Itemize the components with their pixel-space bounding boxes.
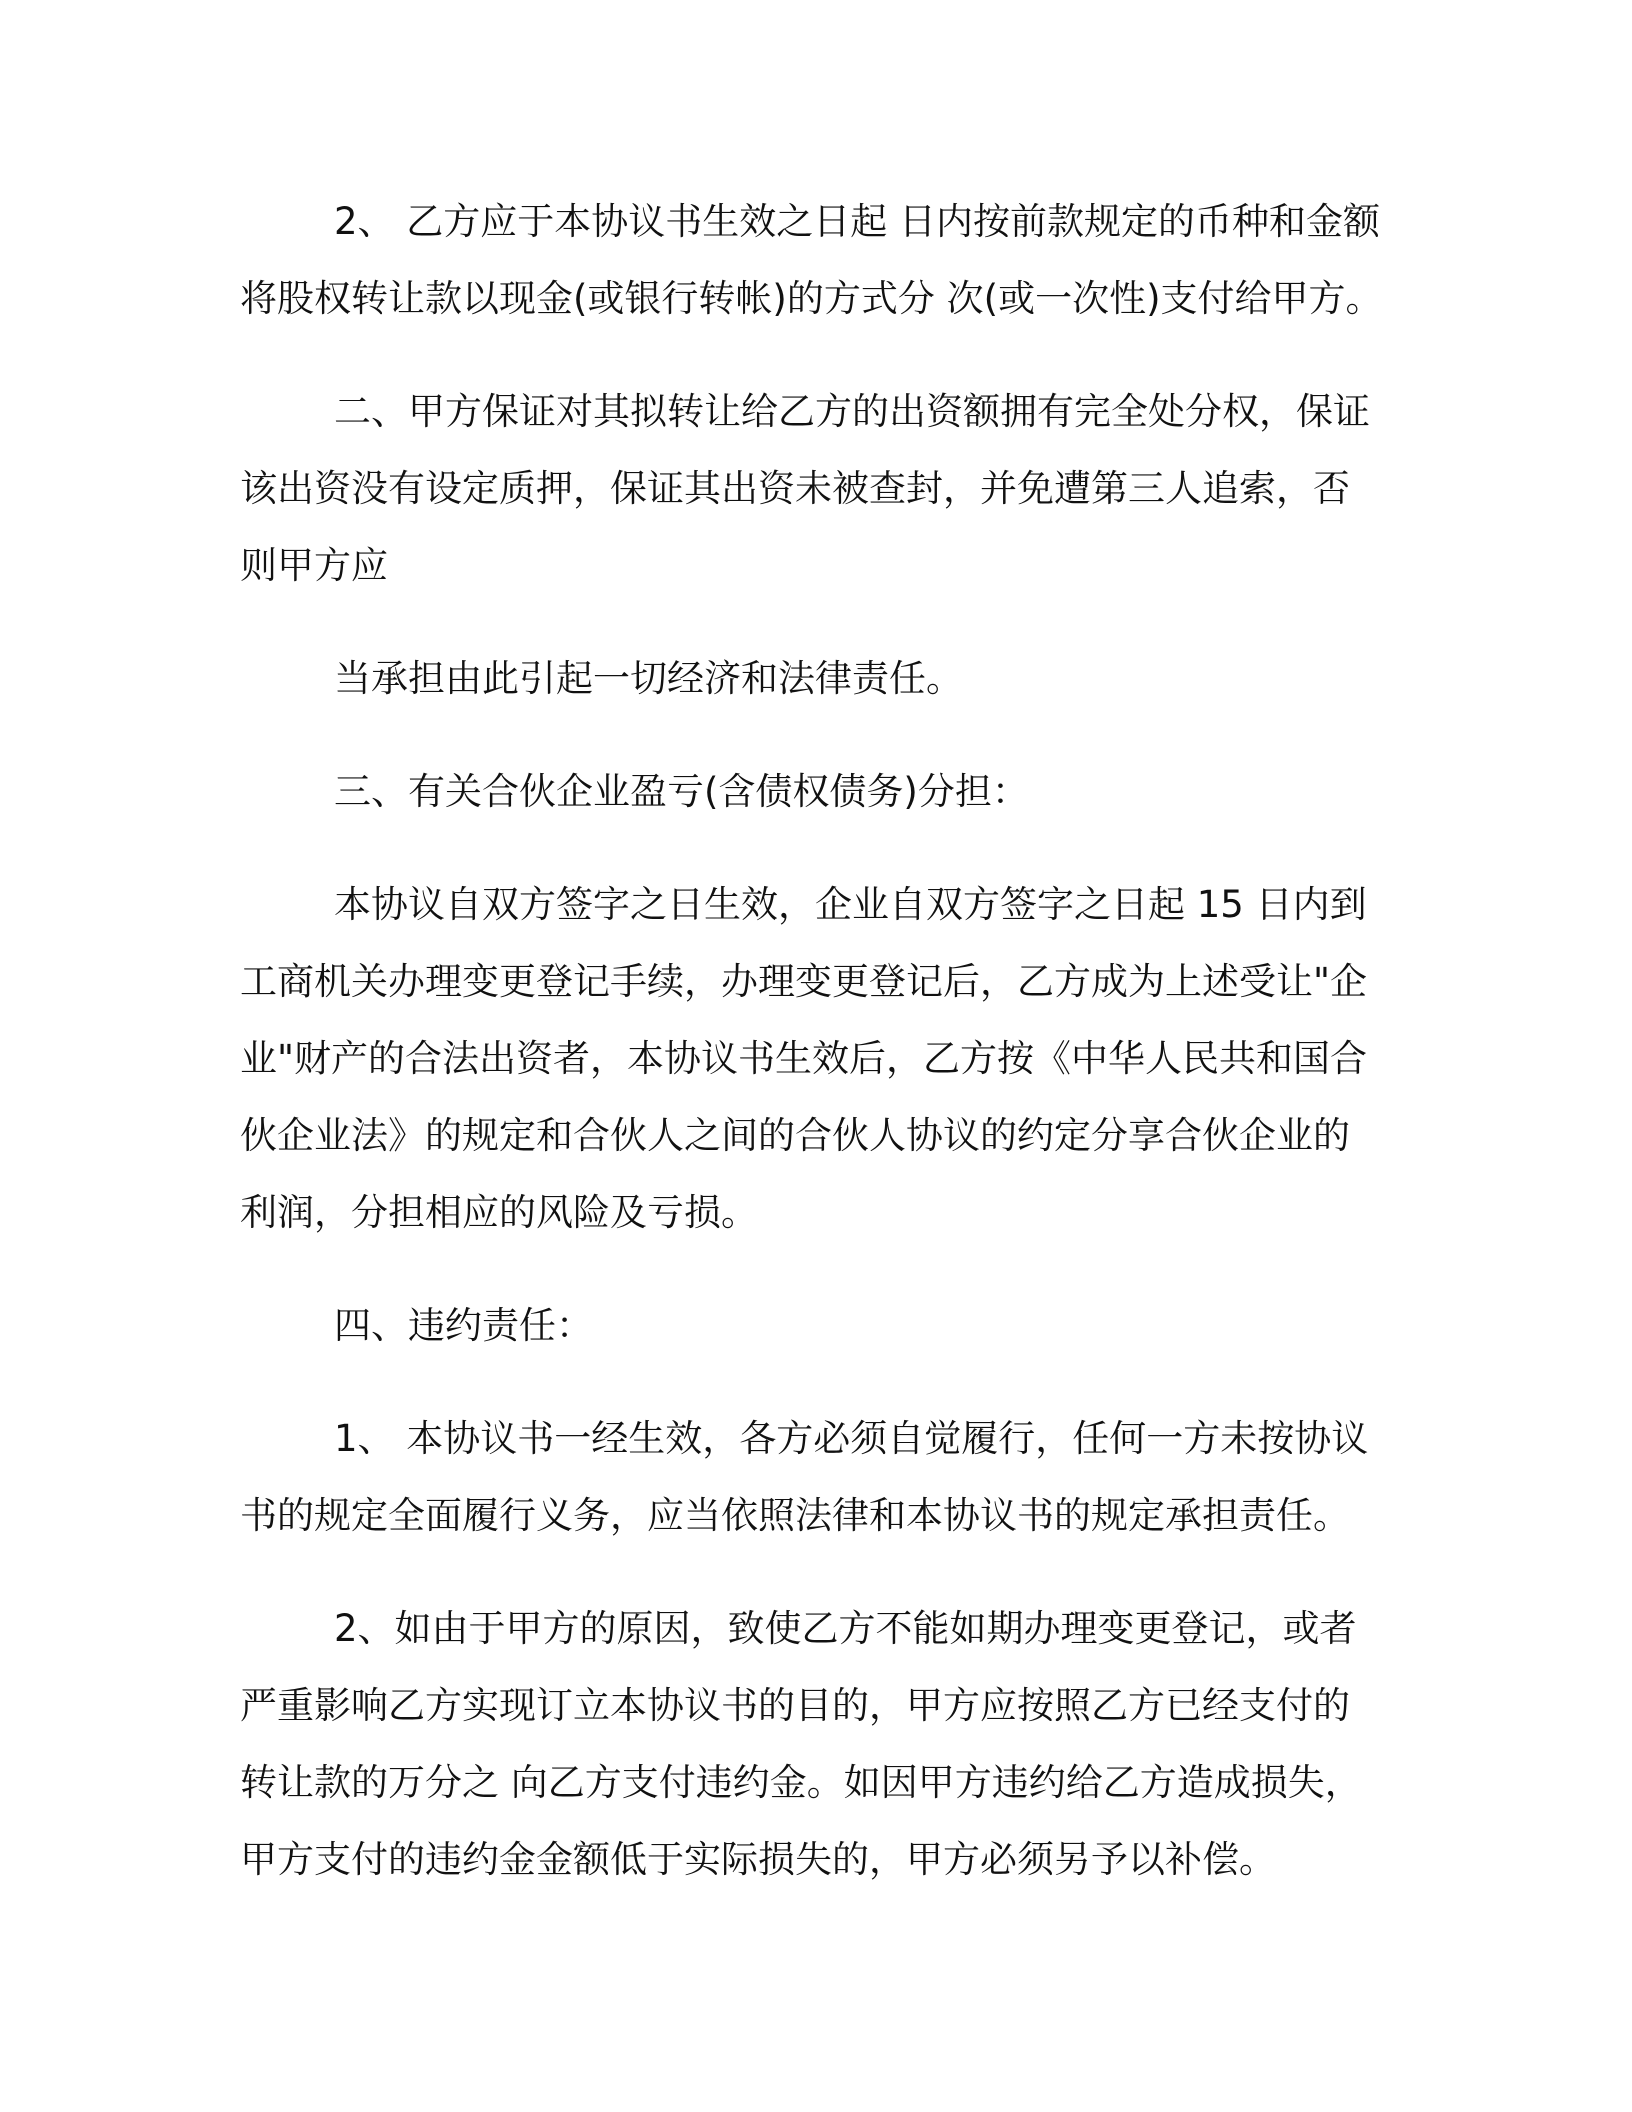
text-line: 四、违约责任： [334, 1304, 593, 1347]
text-line: 转让款的万分之 向乙方支付违约金。如因甲方违约给乙方造成损失， [240, 1761, 1362, 1804]
text-line: 甲方支付的违约金金额低于实际损失的，甲方必须另予以补偿。 [240, 1838, 1276, 1881]
text-line: 1、 本协议书一经生效，各方必须自觉履行，任何一方未按协议 [334, 1417, 1369, 1460]
text-line: 严重影响乙方实现订立本协议书的目的，甲方应按照乙方已经支付的 [240, 1684, 1350, 1727]
text-line: 三、有关合伙企业盈亏(含债权债务)分担： [334, 770, 1029, 813]
paragraph-effectiveness [240, 866, 1380, 1251]
text-line: 工商机关办理变更登记手续，办理变更登记后，乙方成为上述受让"企 [240, 960, 1368, 1003]
paragraph-payment-terms [240, 183, 1383, 337]
text-line: 2、如由于甲方的原因，致使乙方不能如期办理变更登记，或者 [334, 1607, 1357, 1650]
text-line: 二、甲方保证对其拟转让给乙方的出资额拥有完全处分权，保证 [334, 390, 1370, 433]
section-heading-breach [240, 1287, 1380, 1364]
text-line: 利润，分担相应的风险及亏损。 [240, 1191, 758, 1234]
text-line: 当承担由此引起一切经济和法律责任。 [334, 657, 963, 700]
text-line: 业"财产的合法出资者，本协议书生效后，乙方按《中华人民共和国合 [240, 1037, 1368, 1080]
text-line: 2、 乙方应于本协议书生效之日起 日内按前款规定的币种和金额 [334, 200, 1381, 243]
document-body [240, 183, 1383, 1898]
section-heading-profit-loss [240, 753, 1380, 830]
text-line: 本协议自双方签字之日生效，企业自双方签字之日起 15 日内到 [334, 883, 1367, 926]
text-line: 书的规定全面履行义务，应当依照法律和本协议书的规定承担责任。 [240, 1494, 1350, 1537]
paragraph-breach-1 [240, 1400, 1380, 1554]
paragraph-warranty [240, 373, 1380, 604]
paragraph-breach-2 [240, 1590, 1380, 1898]
text-line: 则甲方应 [240, 544, 388, 587]
text-line: 该出资没有设定质押，保证其出资未被查封，并免遭第三人追索，否 [240, 467, 1350, 510]
paragraph-liability [240, 640, 1380, 717]
text-line: 将股权转让款以现金(或银行转帐)的方式分 次(或一次性)支付给甲方。 [240, 277, 1383, 320]
text-line: 伙企业法》的规定和合伙人之间的合伙人协议的约定分享合伙企业的 [240, 1114, 1350, 1157]
